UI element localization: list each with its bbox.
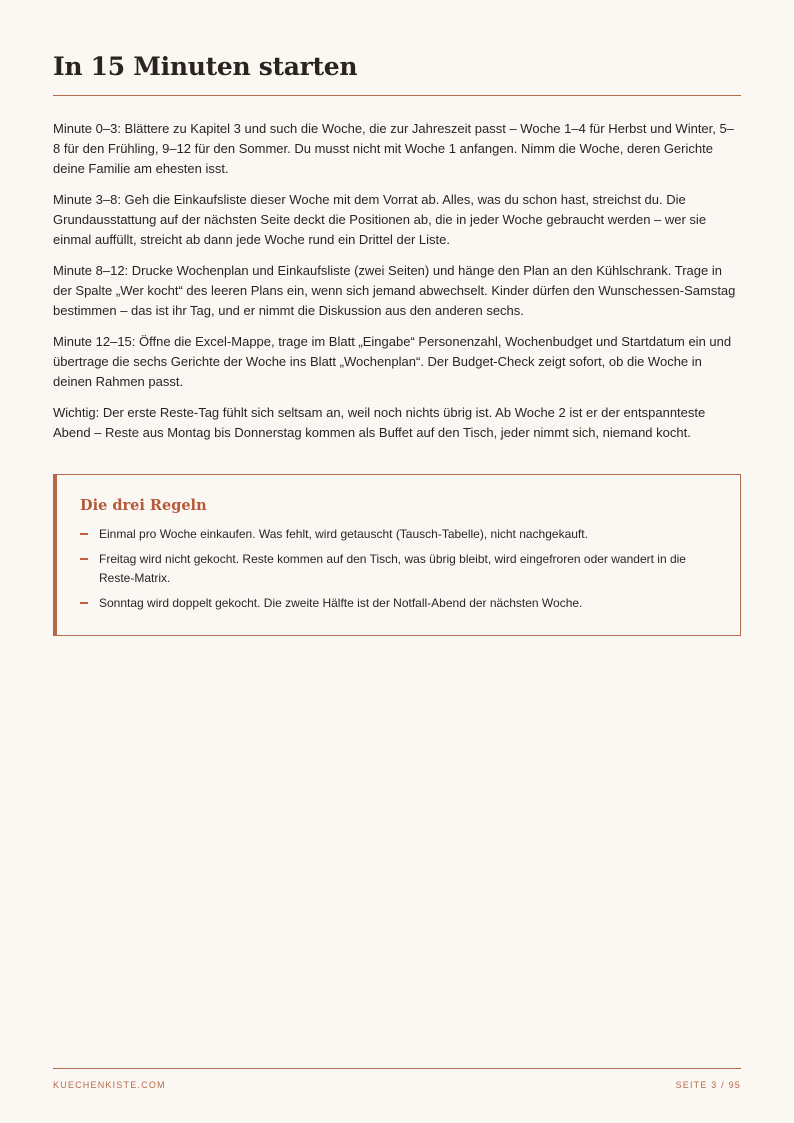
paragraph-wichtig: Wichtig: Der erste Reste-Tag fühlt sich seltsam an, weil noch nichts übrig ist. Ab Woche 2 ist er der entspannteste Abend – Reste aus Montag bis Donnerstag kommen als Buffet auf den Tisch, jeder nimmt sich, niemand kocht. (53, 405, 706, 440)
rule-item-text: Einmal pro Woche einkaufen. Was fehlt, wird getauscht (Tausch-Tabelle), nicht nachgekauft. (99, 527, 588, 541)
footer-page-number: SEITE 3 / 95 (675, 1080, 741, 1090)
rule-item (80, 550, 720, 588)
dash-bullet-icon (80, 558, 88, 560)
title-divider (53, 95, 741, 96)
paragraph-minute-3-8: Minute 3–8: Geh die Einkaufsliste dieser Woche mit dem Vorrat ab. Alles, was du schon hast, streichst du. Die Grundausstattung auf der nächsten Seite deckt die Positionen ab, die in jeder Woche gebraucht werden – wer sie einmal auffüllt, streicht ab dann jede Woche rund ein Drittel der Liste. (53, 192, 707, 247)
paragraph-minute-0-3: Minute 0–3: Blättere zu Kapitel 3 und such die Woche, die zur Jahreszeit passt – Woche 1–4 für Herbst und Winter, 5–8 für den Frühling, 9–12 für den Sommer. Du musst nicht mit Woche 1 anfangen. Nimm die Woche, deren Gerichte deine Familie am ehesten isst. (53, 121, 734, 176)
rule-item (80, 594, 720, 613)
footer-divider (53, 1068, 741, 1069)
paragraph-minute-12-15: Minute 12–15: Öffne die Excel-Mappe, trage im Blatt „Eingabe“ Personenzahl, Wochenbudget und Startdatum ein und übertrage die sechs Gerichte der Woche ins Blatt „Wochenplan“. Der Budget-Check zeigt sofort, ob die Woche in deinen Rahmen passt. (53, 334, 732, 389)
footer-site: KUECHENKISTE.COM (53, 1080, 166, 1090)
dash-bullet-icon (80, 602, 88, 604)
paragraph-minute-8-12: Minute 8–12: Drucke Wochenplan und Einkaufsliste (zwei Seiten) und hänge den Plan an den Kühlschrank. Trage in der Spalte „Wer kocht“ des leeren Plans ein, wenn sich jemand abwechselt. Kinder dürfen den Wunschessen-Samstag bestimmen – das ist ihr Tag, und er nimmt die Diskussion aus den anderen sechs. (53, 263, 736, 318)
rule-item (80, 525, 720, 544)
body-text (53, 119, 741, 454)
dash-bullet-icon (80, 533, 88, 535)
page-title: In 15 Minuten starten (53, 52, 358, 81)
rule-item-text: Freitag wird nicht gekocht. Reste kommen auf den Tisch, was übrig bleibt, wird eingefroren oder wandert in die Reste-Matrix. (99, 552, 686, 585)
rules-list (80, 525, 720, 619)
rules-heading: Die drei Regeln (80, 497, 207, 514)
rules-callout-box (53, 474, 741, 636)
rule-item-text: Sonntag wird doppelt gekocht. Die zweite Hälfte ist der Notfall-Abend der nächsten Woche. (99, 596, 583, 610)
